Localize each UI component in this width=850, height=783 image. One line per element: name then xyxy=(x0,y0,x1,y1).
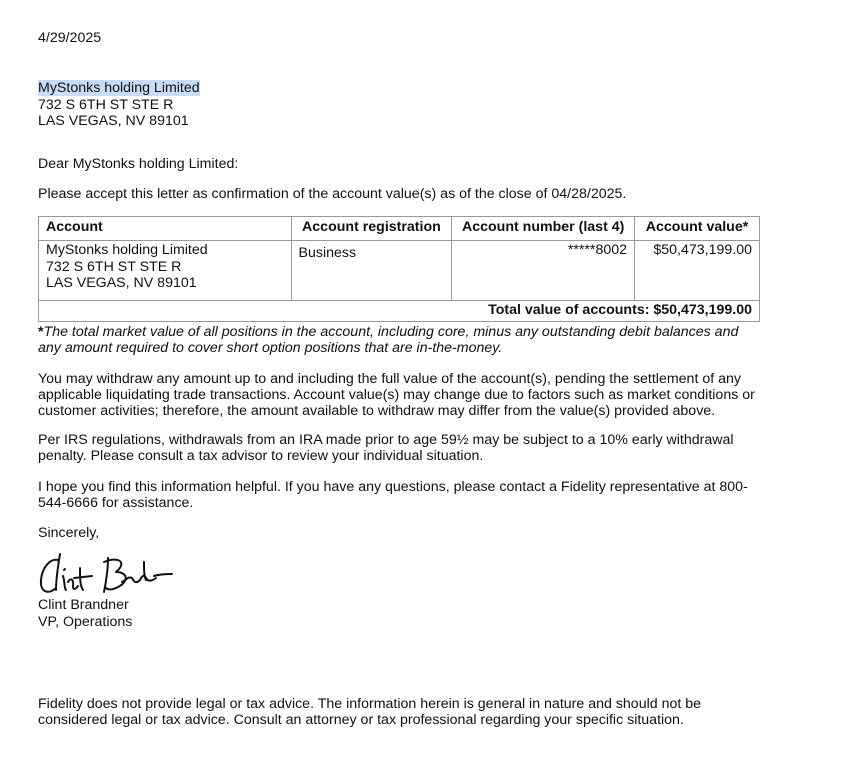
cell-account-value: $50,473,199.00 xyxy=(635,241,760,301)
footnote-marker: * xyxy=(38,324,44,340)
table-total-row xyxy=(39,301,760,322)
account-address-line1: 732 S 6TH ST STE R xyxy=(46,258,182,275)
account-name: MyStonks holding Limited xyxy=(46,242,208,258)
header-account-number: Account number (last 4) xyxy=(452,217,635,241)
intro-paragraph: Please accept this letter as confirmation of the account value(s) as of the close of 04/28/2025. xyxy=(38,186,627,202)
account-value-table xyxy=(38,216,760,322)
valediction: Sincerely, xyxy=(38,525,100,541)
signer-name: Clint Brandner xyxy=(38,597,129,613)
account-address-line2: LAS VEGAS, NV 89101 xyxy=(46,275,197,291)
cell-registration: Business xyxy=(291,241,452,301)
ira-paragraph: Per IRS regulations, withdrawals from an IRA made prior to age 59½ may be subject to a 10% early withdrawal penalty. Please consult a tax advisor to review your individual situation. xyxy=(38,432,734,465)
table-row xyxy=(39,241,760,301)
contact-paragraph: I hope you find this information helpful. If you have any questions, please contact a Fidelity representative at 800-544-6666 for assistance. xyxy=(38,479,748,512)
recipient-address-line1: 732 S 6TH ST STE R xyxy=(38,96,174,113)
header-registration: Account registration xyxy=(291,217,452,241)
header-account: Account xyxy=(39,217,292,241)
table-header-row xyxy=(39,217,760,241)
recipient-address-line2: LAS VEGAS, NV 89101 xyxy=(38,113,189,129)
cell-account xyxy=(39,241,292,301)
letter-date: 4/29/2025 xyxy=(38,30,102,46)
salutation: Dear MyStonks holding Limited: xyxy=(38,156,239,172)
total-value: Total value of accounts: $50,473,199.00 xyxy=(39,301,760,322)
footnote xyxy=(38,324,763,356)
recipient-name: MyStonks holding Limited xyxy=(38,80,200,96)
footnote-text: The total market value of all positions in the account, including core, minus any outstanding debit balances and any amount required to cover short option positions that are in-the-money. xyxy=(38,324,739,357)
recipient-address xyxy=(38,80,200,130)
signature-image xyxy=(36,548,176,604)
disclaimer: Fidelity does not provide legal or tax advice. The information herein is general in nature and should not be considered legal or tax advice. Consult an attorney or tax professional regarding your specific situation. xyxy=(38,696,702,729)
cell-account-number: *****8002 xyxy=(452,241,635,301)
withdraw-paragraph: You may withdraw any amount up to and including the full value of the account(s), pending the settlement of any applicable liquidating trade transactions. Account value(s) may change due to factors such as market conditions or customer activities; therefore, the amount available to withdraw may differ from the value(s) provided above. xyxy=(38,371,755,420)
header-account-value: Account value* xyxy=(635,217,760,241)
signer-block xyxy=(38,597,132,630)
signer-title: VP, Operations xyxy=(38,613,133,630)
